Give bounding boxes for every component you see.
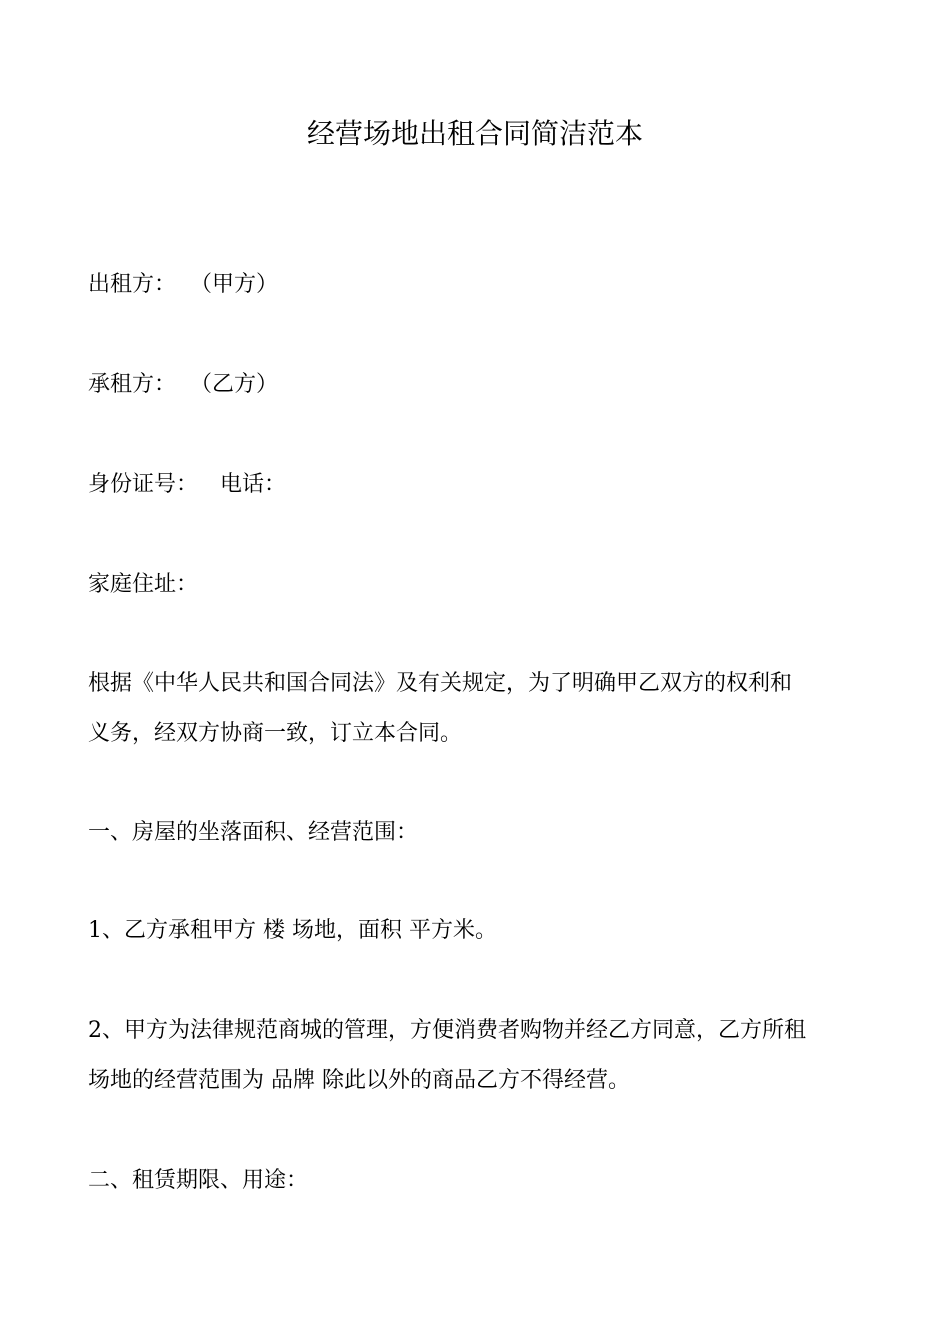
- clause-1: 1、乙方承租甲方 楼 场地，面积 平方米。: [88, 918, 497, 943]
- preamble-line-2: 义务，经双方协商一致，订立本合同。: [88, 721, 463, 746]
- clause-2-paragraph: [88, 1006, 878, 1106]
- lessee-label: 承租方：: [88, 372, 177, 397]
- phone-label: 电话：: [220, 472, 287, 497]
- preamble-line-1: 根据《中华人民共和国合同法》及有关规定，为了明确甲乙双方的权利和: [88, 671, 793, 696]
- document-title: 经营场地出租合同简洁范本: [306, 117, 643, 150]
- clause-2-line-1: 2、甲方为法律规范商城的管理，方便消费者购物并经乙方同意，乙方所租: [88, 1018, 806, 1043]
- preamble-paragraph: [88, 659, 878, 759]
- lessor-party: （甲方）: [190, 272, 279, 297]
- lessor-label: 出租方：: [88, 272, 177, 297]
- home-address-line: [88, 560, 878, 610]
- lessor-line: [88, 260, 878, 310]
- section-1-heading: 一、房屋的坐落面积、经营范围：: [88, 820, 419, 845]
- id-phone-line: [88, 460, 878, 510]
- lessee-party: （乙方）: [190, 372, 279, 397]
- home-address-label: 家庭住址：: [88, 572, 199, 597]
- section-2-heading: 二、租赁期限、用途：: [88, 1168, 309, 1193]
- clause-2-line-2: 场地的经营范围为 品牌 除此以外的商品乙方不得经营。: [88, 1068, 630, 1093]
- lessee-line: [88, 360, 878, 410]
- id-number-label: 身份证号：: [88, 472, 199, 497]
